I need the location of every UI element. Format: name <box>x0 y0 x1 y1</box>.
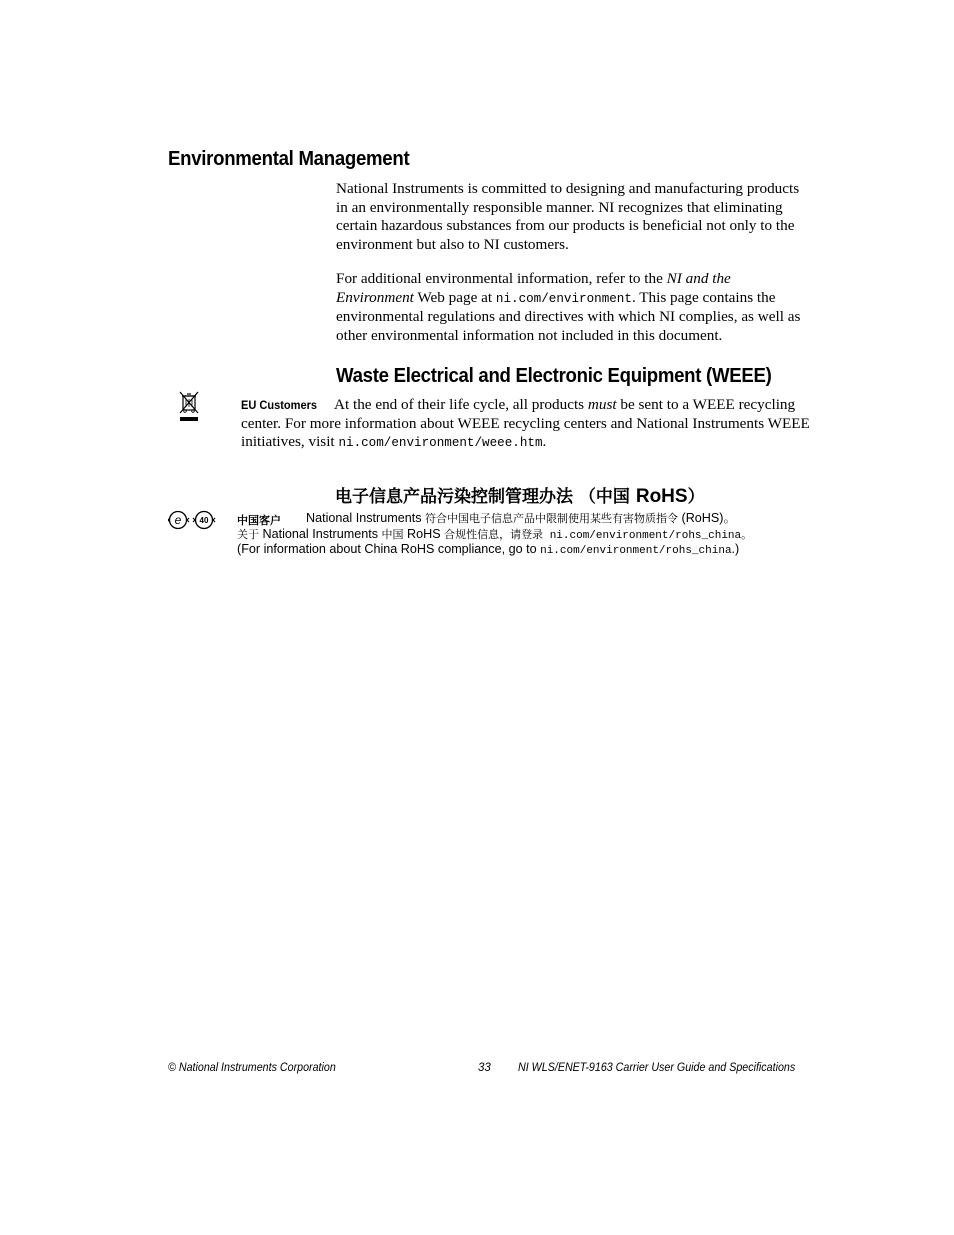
weee-lead: At the end of their life cycle, all products <box>334 396 588 413</box>
rohs-line3-url[interactable]: ni.com/environment/rohs_china <box>540 545 732 557</box>
rohs-line-3 <box>237 542 739 560</box>
rohs-line1-a: National Instruments <box>306 511 425 525</box>
env-tail: . This page contains the environmental regulations and directives with which NI complies, as well as other environmental information not included in this document. <box>336 288 801 344</box>
env-lead: For additional environmental information, refer to the <box>336 270 667 287</box>
china-customers-label: 中国客户 <box>237 514 281 527</box>
efup-e-text: e <box>174 513 182 527</box>
rohs-heading <box>335 482 705 508</box>
rohs-line2-f: 。 <box>741 528 753 541</box>
efup-40-icon <box>193 512 215 529</box>
weee-url[interactable]: ni.com/environment/weee.htm <box>338 436 543 451</box>
rohs-heading-close: ） <box>687 487 705 507</box>
intro-paragraph <box>336 180 804 254</box>
rohs-line2-d: RoHS <box>403 527 445 541</box>
rohs-line2-url[interactable]: ni.com/environment/rohs_china <box>543 530 742 542</box>
rohs-heading-cjk: 电子信息产品污染控制管理办法 （中国 <box>335 487 636 507</box>
rohs-line3-a: (For information about China RoHS compliance, go to <box>237 542 541 556</box>
weee-mid: be sent to a WEEE recycling center. For more information about WEEE recycling centers and National Instruments WEEE initiatives, visit <box>241 396 810 451</box>
footer-right: NI WLS/ENET-9163 Carrier User Guide and Specifications <box>518 1062 796 1074</box>
rohs-line3-b: .) <box>731 542 740 556</box>
rohs-line1-b: 符合中国电子信息产品中限制使用某些有害物质指令 <box>425 512 678 525</box>
eu-customers-label: EU Customers <box>241 398 318 412</box>
weee-paragraph <box>241 396 811 453</box>
rohs-line2-e: 合规性信息，请登录 <box>444 528 544 541</box>
footer-page-number: 33 <box>478 1062 491 1074</box>
intro-text: National Instruments is committed to designing and manufacturing products in an environmentally responsible manner. NI recognizes that eliminating certain hazardous substances from our products is beneficial not only to the environment but also to NI customers. <box>336 180 800 253</box>
env-mid: Web page at <box>413 288 496 306</box>
efup-40-text: 40 <box>199 516 209 525</box>
weee-heading: Waste Electrical and Electronic Equipment (WEEE) <box>336 365 772 387</box>
weee-must: must <box>587 396 617 413</box>
env-url[interactable]: ni.com/environment <box>495 291 632 306</box>
efup-e-icon <box>168 512 189 529</box>
rohs-heading-latin: RoHS <box>635 486 688 507</box>
weee-tail: . <box>542 433 547 451</box>
env-title-italic: NI and the Environment <box>336 270 731 306</box>
rohs-line2-c: 中国 <box>381 528 404 541</box>
rohs-line1-c: (RoHS)。 <box>678 511 737 525</box>
environment-paragraph <box>336 270 804 345</box>
section-title: Environmental Management <box>168 148 410 170</box>
crossed-out-wheelie-bin-icon <box>178 391 200 423</box>
footer-left: © National Instruments Corporation <box>168 1062 336 1074</box>
rohs-line2-a: 关于 <box>237 528 259 541</box>
rohs-line-1 <box>306 511 736 527</box>
rohs-line2-b: National Instruments <box>259 527 382 541</box>
rohs-icons <box>168 509 216 531</box>
